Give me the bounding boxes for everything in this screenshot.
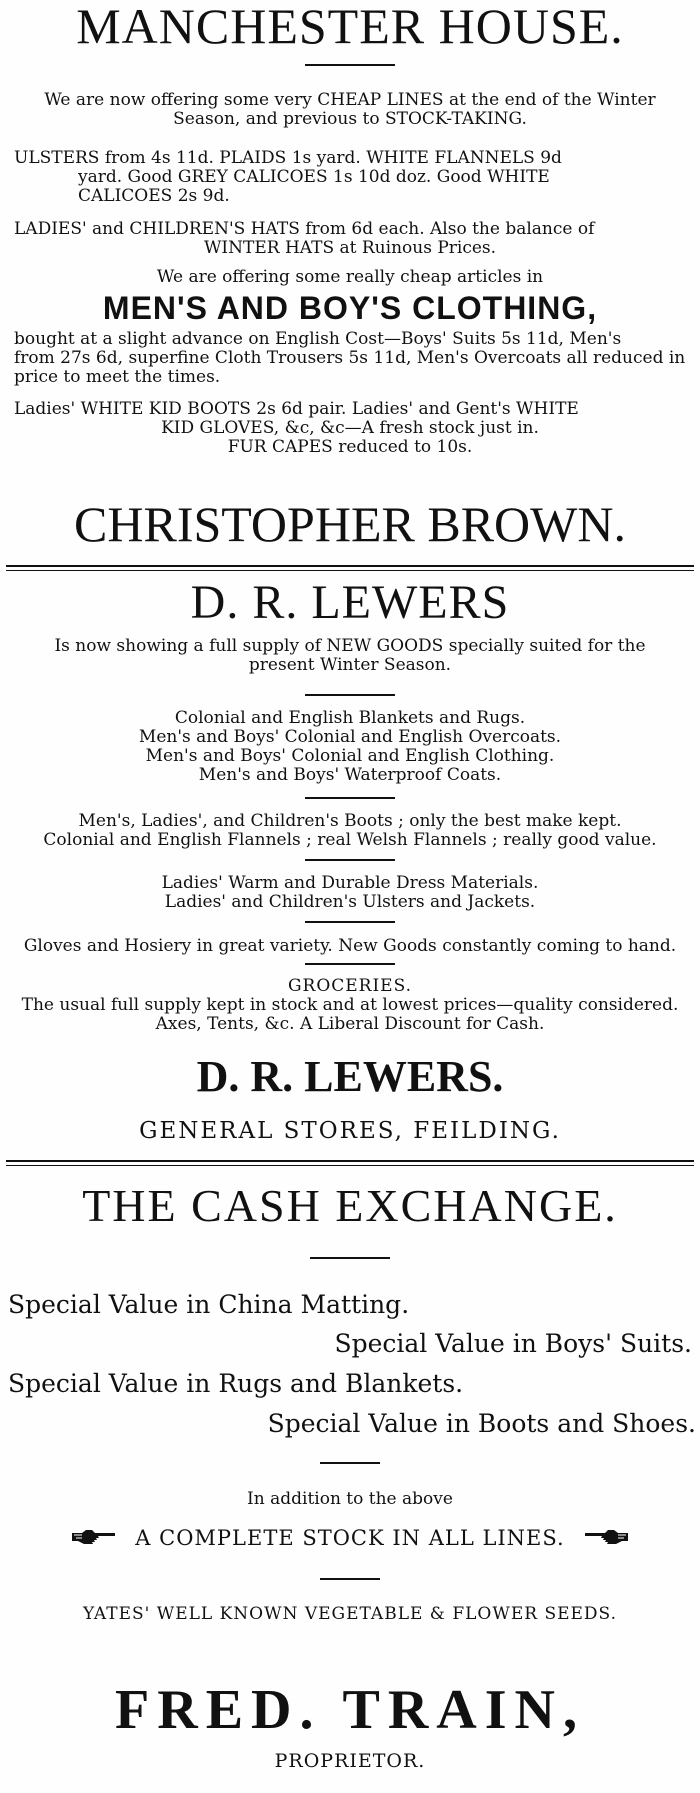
lewers-gloves-line: Gloves and Hosiery in great variety. New Goods constantly coming to hand. xyxy=(23,936,677,956)
manchester-house-ad xyxy=(0,0,700,52)
seeds-line: YATES' WELL KNOWN VEGETABLE & FLOWER SEEDS. xyxy=(83,1604,617,1624)
cost-line: bought at a slight advance on English Cost—Boys' Suits 5s 11d, Men's xyxy=(14,329,622,349)
lewers-ladies-line: Ladies' and Children's Ulsters and Jackets. xyxy=(164,892,536,912)
lewers-goods-list xyxy=(0,709,700,785)
cost-line: price to meet the times. xyxy=(14,367,221,387)
special-value-line: Special Value in China Matting. xyxy=(8,1290,410,1319)
kid-boots-line: Ladies' WHITE KID BOOTS 2s 6d pair. Ladies' and Gent's WHITE xyxy=(14,399,579,419)
proprietor-label: PROPRIETOR. xyxy=(274,1750,426,1772)
divider xyxy=(305,859,395,861)
proprietor-name: FRED. TRAIN, xyxy=(115,1679,585,1741)
lewers-supply-line: Axes, Tents, &c. A Liberal Discount for Cash. xyxy=(155,1014,545,1034)
lewers-ladies-line: Ladies' Warm and Durable Dress Materials. xyxy=(161,873,539,893)
offering-line: We are offering some really cheap articles in xyxy=(156,267,544,287)
kid-boots-line: KID GLOVES, &c, &c—A fresh stock just in. xyxy=(161,418,539,438)
cost-line: from 27s 6d, superfine Cloth Trousers 5s 11d, Men's Overcoats all reduced in xyxy=(14,348,686,368)
lewers-signature: D. R. LEWERS. xyxy=(196,1052,504,1101)
groceries-heading: GROCERIES. xyxy=(287,976,413,996)
section-divider xyxy=(6,565,694,571)
divider xyxy=(305,694,395,696)
manchester-intro-line: Season, and previous to STOCK-TAKING. xyxy=(173,109,527,129)
divider xyxy=(320,1578,380,1580)
divider xyxy=(305,963,395,965)
hats-line: WINTER HATS at Ruinous Prices. xyxy=(203,238,497,258)
manchester-intro-line: We are now offering some very CHEAP LINES at the end of the Winter xyxy=(44,90,656,110)
special-value-line: Special Value in Boys' Suits. xyxy=(334,1329,692,1358)
lewers-boots-line: Men's, Ladies', and Children's Boots ; only the best make kept. xyxy=(78,811,622,831)
complete-stock-text: A COMPLETE STOCK IN ALL LINES. xyxy=(135,1526,565,1550)
special-value-line: Special Value in Boots and Shoes. xyxy=(267,1409,696,1438)
list-item: Men's and Boys' Colonial and English Clothing. xyxy=(145,746,555,766)
divider xyxy=(305,921,395,923)
section-divider xyxy=(6,1160,694,1166)
kid-boots-line: FUR CAPES reduced to 10s. xyxy=(227,437,473,457)
divider xyxy=(310,1257,390,1259)
divider xyxy=(320,1462,380,1464)
list-item: Colonial and English Blankets and Rugs. xyxy=(174,708,526,728)
special-value-line: Special Value in Rugs and Blankets. xyxy=(8,1369,464,1398)
lewers-title: D. R. LEWERS xyxy=(190,576,510,629)
ulsters-line: yard. Good GREY CALICOES 1s 10d doz. Good WHITE xyxy=(78,167,550,187)
cash-exchange-title: THE CASH EXCHANGE. xyxy=(82,1180,618,1231)
lewers-showing-line: present Winter Season. xyxy=(248,655,452,675)
pointing-hand-left-icon xyxy=(582,1525,630,1551)
lewers-boots-line: Colonial and English Flannels ; real Welsh Flannels ; really good value. xyxy=(43,830,657,850)
christopher-brown-title: CHRISTOPHER BROWN. xyxy=(74,496,626,552)
clothing-headline: MEN'S AND BOY'S CLOTHING, xyxy=(102,290,598,326)
manchester-title: MANCHESTER HOUSE. xyxy=(76,0,624,54)
divider xyxy=(305,797,395,799)
list-item: Men's and Boys' Colonial and English Overcoats. xyxy=(138,727,562,747)
lewers-showing-line: Is now showing a full supply of NEW GOODS specially suited for the xyxy=(54,636,646,656)
list-item: Men's and Boys' Waterproof Coats. xyxy=(198,765,502,785)
hats-line: LADIES' and CHILDREN'S HATS from 6d each. Also the balance of xyxy=(14,219,595,239)
ulsters-line: ULSTERS from 4s 11d. PLAIDS 1s yard. WHITE FLANNELS 9d xyxy=(14,148,562,168)
addition-line: In addition to the above xyxy=(247,1489,453,1509)
general-stores-line: GENERAL STORES, FEILDING. xyxy=(139,1118,561,1144)
lewers-supply-line: The usual full supply kept in stock and at lowest prices—quality considered. xyxy=(21,995,679,1015)
ulsters-line: CALICOES 2s 9d. xyxy=(78,186,230,206)
pointing-hand-right-icon xyxy=(70,1525,118,1551)
complete-stock-row xyxy=(0,1524,700,1552)
divider xyxy=(305,64,395,66)
